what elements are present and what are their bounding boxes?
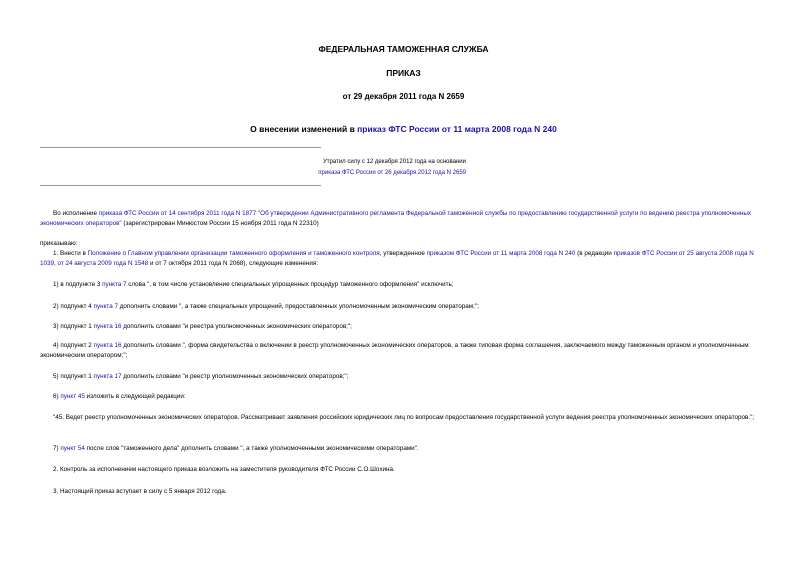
subitem-link[interactable]: пункт 45 bbox=[60, 393, 85, 400]
subitem-4 bbox=[40, 341, 770, 360]
status-note-link[interactable]: приказа ФТС России от 26 декабря 2012 года N 2659 bbox=[318, 170, 466, 176]
divider-top bbox=[40, 147, 321, 148]
item1-link-order-1039[interactable]: приказов ФТС России от 25 августа 2008 года N 1039 bbox=[40, 250, 754, 267]
intro-link[interactable]: приказа ФТС России от 14 сентября 2011 года N 1877 "Об утверждении Административного регламента Федеральной таможенной службы по предоставлению государственной услуги по ведению реестра уполномоченных экономических операторов" bbox=[40, 210, 752, 227]
subitem-5 bbox=[40, 372, 770, 382]
subitem-link[interactable]: пункта 16 bbox=[93, 342, 122, 349]
item1-text: , утвержденное bbox=[379, 250, 427, 257]
subitem-3 bbox=[40, 322, 770, 332]
subitem-text: дополнить словами "и реестр уполномоченных экономических операторов;"; bbox=[121, 373, 349, 380]
item-2: 2. Контроль за исполнением настоящего приказа возложить на заместителя руководителя ФТС России С.О.Шохина. bbox=[53, 466, 395, 473]
subitem-text: дополнить словами ", а также специальных упрощений, предоставленных уполномоченным экономическим операторам;"; bbox=[117, 303, 479, 310]
item-1 bbox=[40, 249, 770, 268]
subitem-text: изложить в следующей редакции: bbox=[84, 393, 186, 400]
subitem-2 bbox=[40, 302, 770, 312]
agency-heading: ФЕДЕРАЛЬНАЯ ТАМОЖЕННАЯ СЛУЖБА bbox=[318, 44, 489, 54]
item1-text: , bbox=[54, 259, 58, 267]
status-note-text: Утратил силу с 12 декабря 2012 года на основании bbox=[322, 159, 466, 165]
subitem-link[interactable]: пункта 16 bbox=[93, 323, 122, 330]
divider-bottom bbox=[40, 185, 321, 186]
subitem-6 bbox=[40, 392, 770, 402]
document-title bbox=[0, 124, 807, 134]
subitem-link[interactable]: пункта 7 bbox=[102, 281, 127, 288]
quoted-point-45: "45. Ведет реестр уполномоченных экономических операторов. Рассматривает заявления российских юридических лиц по вопросам предоставления государственной услуги ведения реестра уполномоченных экономических операторов."; bbox=[53, 414, 755, 421]
subitem-link[interactable]: пункта 7 bbox=[93, 303, 118, 310]
title-link[interactable]: приказ ФТС России от 11 марта 2008 года N 240 bbox=[357, 124, 557, 134]
subitem-link[interactable]: пункт 54 bbox=[60, 445, 85, 452]
order-word: приказываю: bbox=[40, 240, 78, 247]
intro-suffix: (зарегистрирован Минюстом России 15 ноября 2011 года N 22310) bbox=[121, 219, 319, 227]
item1-text: 1. Внести в bbox=[53, 250, 88, 257]
item1-link-order-240[interactable]: приказом ФТС России от 11 марта 2008 года N 240 bbox=[426, 250, 576, 257]
item1-text: и от 7 октября 2011 года N 2068), следующие изменения: bbox=[148, 259, 318, 267]
item1-link-regulation[interactable]: Положение о Главном управлении организации таможенного оформления и таможенного контроля bbox=[87, 250, 380, 257]
subitem-text: дополнить словами ", форма свидетельства о включении в реестр уполномоченных экономических операторов, а также типовая форма соглашения, заключаемого между таможенным органом и уполномоченным экономическим оператором;"; bbox=[40, 342, 749, 359]
item1-text: (в редакции bbox=[575, 250, 614, 257]
subitem-text: 5) подпункт 1 bbox=[53, 373, 94, 380]
doc-type-heading: ПРИКАЗ bbox=[386, 68, 421, 78]
item1-link-order-1548[interactable]: от 24 августа 2009 года N 1548 bbox=[57, 259, 149, 267]
intro-prefix: Во исполнение bbox=[53, 210, 99, 217]
subitem-text: 4) подпункт 2 bbox=[53, 342, 94, 349]
subitem-text: слова ", в том числе установление специальных упрощенных процедур таможенного оформления" исключить; bbox=[126, 281, 454, 288]
intro-paragraph bbox=[40, 209, 770, 228]
subitem-text: дополнить словами "и реестра уполномоченных экономических операторов;"; bbox=[121, 323, 352, 330]
status-note bbox=[40, 157, 466, 179]
subitem-1 bbox=[40, 280, 770, 290]
title-prefix: О внесении изменений в bbox=[250, 124, 358, 134]
subitem-text: 1) в подпункте 3 bbox=[53, 281, 103, 288]
subitem-text: 7) bbox=[53, 445, 61, 452]
subitem-link[interactable]: пункта 17 bbox=[93, 373, 122, 380]
subitem-text: после слов "таможенного дела" дополнить словами ", а также уполномоченными экономическими операторами". bbox=[84, 445, 419, 452]
subitem-text: 2) подпункт 4 bbox=[53, 303, 94, 310]
subitem-7 bbox=[40, 444, 770, 454]
date-number-heading: от 29 декабря 2011 года N 2659 bbox=[342, 92, 465, 101]
subitem-text: 6) bbox=[53, 393, 61, 400]
item-3: 3. Настоящий приказ вступает в силу с 5 января 2012 года. bbox=[53, 488, 227, 495]
subitem-text: 3) подпункт 1 bbox=[53, 323, 94, 330]
